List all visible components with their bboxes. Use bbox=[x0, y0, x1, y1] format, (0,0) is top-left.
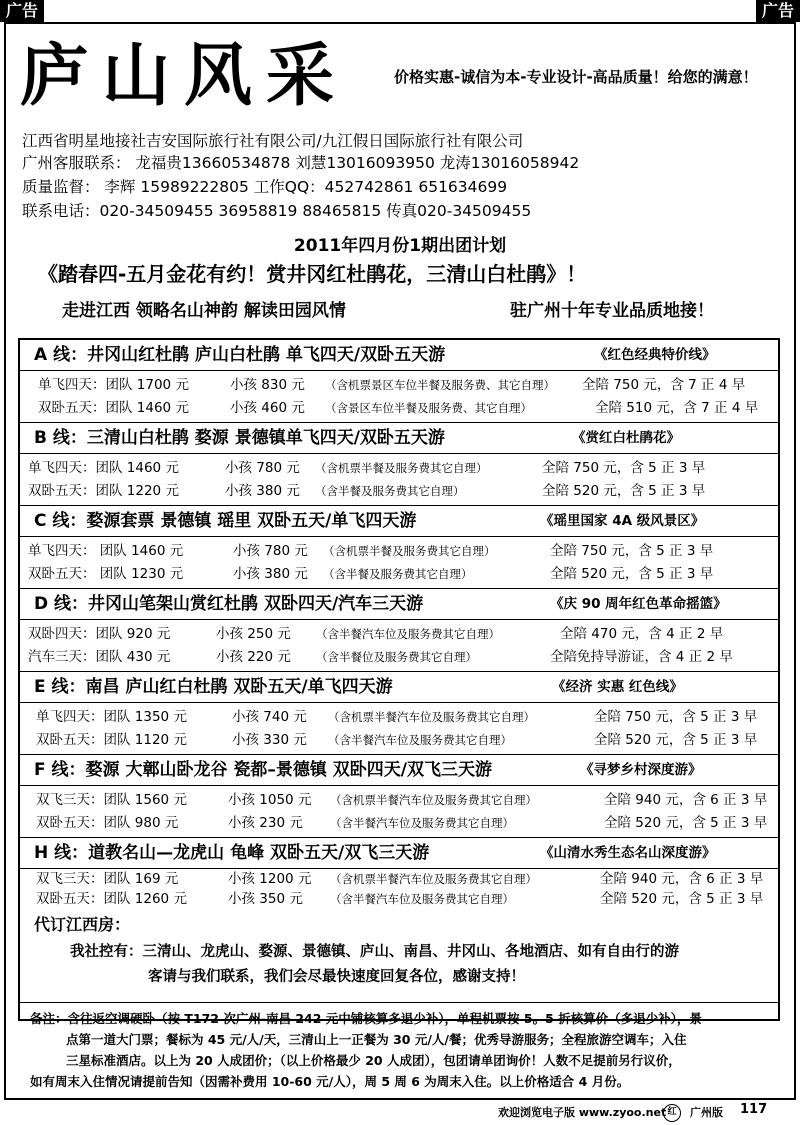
price-days: 双卧五天：团队 1460 元 bbox=[38, 400, 189, 416]
price-row bbox=[20, 706, 778, 728]
price-escort: 全陪 750 元，含 7 正 4 早 bbox=[582, 377, 746, 393]
price-escort: 全陪 520 元，含 5 正 3 早 bbox=[550, 566, 714, 582]
route-e-header bbox=[20, 672, 778, 703]
hotel-booking-text bbox=[70, 940, 770, 990]
brand-title: 庐山风采 bbox=[20, 36, 349, 116]
price-child: 小孩 1050 元 bbox=[228, 792, 312, 808]
route-e-prices bbox=[20, 703, 778, 755]
price-note: （含机票半餐汽车位及服务费其它自理） bbox=[330, 793, 537, 807]
price-note: （含机票半餐汽车位及服务费其它自理） bbox=[328, 710, 535, 724]
price-row bbox=[20, 646, 778, 668]
price-days: 单飞四天：团队 1350 元 bbox=[36, 709, 187, 725]
route-h-tag: 《山清水秀生态名山深度游》 bbox=[540, 845, 716, 861]
price-row bbox=[20, 374, 778, 396]
price-child: 小孩 780 元 bbox=[233, 543, 308, 559]
price-row bbox=[20, 623, 778, 645]
price-escort: 全陪 750 元，含 5 正 3 早 bbox=[550, 543, 714, 559]
price-escort: 全陪 750 元，含 5 正 3 早 bbox=[594, 709, 758, 725]
price-child: 小孩 350 元 bbox=[228, 891, 303, 907]
route-f-name: F 线：婺源 大鄣山卧龙谷 瓷都–景德镇 双卧四天/双飞三天游 bbox=[34, 760, 492, 780]
price-escort: 全陪 940 元，含 6 正 3 早 bbox=[604, 792, 768, 808]
price-escort: 全陪 520 元，含 5 正 3 早 bbox=[604, 815, 768, 831]
remark-line: 点第一道大门票；餐标为 45 元/人/天，三清山上一正餐为 30 元/人/餐；优秀导游服务；全程旅游空调车；入住 bbox=[66, 1032, 687, 1047]
price-row bbox=[20, 729, 778, 751]
price-child: 小孩 1200 元 bbox=[228, 871, 312, 887]
price-child: 小孩 740 元 bbox=[232, 709, 307, 725]
route-h-prices bbox=[20, 869, 778, 907]
price-days: 双卧五天：团队 1220 元 bbox=[28, 483, 179, 499]
hotel-booking-section bbox=[20, 907, 778, 1003]
price-escort: 全陪 520 元，含 5 正 3 早 bbox=[600, 891, 764, 907]
price-note: （含半餐汽车位及服务费其它自理） bbox=[330, 816, 514, 830]
price-note: （含机票半餐汽车位及服务费其它自理） bbox=[330, 872, 537, 886]
price-days: 汽车三天：团队 430 元 bbox=[28, 649, 171, 665]
price-child: 小孩 380 元 bbox=[225, 483, 300, 499]
route-b-tag: 《赏红白杜鹃花》 bbox=[572, 430, 680, 446]
service-contacts: 广州客服联系： 龙福贵13660534878 刘慧13016093950 龙涛13016058942 bbox=[22, 154, 580, 172]
price-note: （含半餐及服务费其它自理） bbox=[315, 484, 465, 498]
price-row bbox=[20, 540, 778, 562]
price-row bbox=[20, 868, 778, 890]
route-table bbox=[18, 338, 780, 1089]
ad-corner-tag-right: 广告 bbox=[756, 0, 800, 22]
price-escort: 全陪 470 元，含 4 正 2 早 bbox=[560, 626, 724, 642]
price-note: （含机票半餐及服务费其它自理） bbox=[315, 461, 488, 475]
route-c-header bbox=[20, 506, 778, 537]
price-note: （含半餐汽车位及服务费其它自理） bbox=[316, 627, 500, 641]
price-child: 小孩 250 元 bbox=[216, 626, 291, 642]
route-a-prices bbox=[20, 371, 778, 423]
route-b-header bbox=[20, 423, 778, 454]
remarks bbox=[30, 1008, 770, 1092]
price-days: 单飞四天：团队 1700 元 bbox=[38, 377, 189, 393]
route-a-tag: 《红色经典特价线》 bbox=[594, 347, 716, 363]
price-days: 双飞三天：团队 169 元 bbox=[36, 871, 179, 887]
price-row bbox=[20, 457, 778, 479]
route-d-header bbox=[20, 589, 778, 620]
route-e-name: E 线：南昌 庐山红白杜鹃 双卧五天/单飞四天游 bbox=[34, 677, 393, 697]
price-row bbox=[20, 563, 778, 585]
price-child: 小孩 830 元 bbox=[230, 377, 305, 393]
price-note: （含半餐汽车位及服务费其它自理） bbox=[330, 892, 514, 906]
price-days: 双卧五天：团队 980 元 bbox=[36, 815, 179, 831]
company-name: 江西省明星地接社吉安国际旅行社有限公司/九江假日国际旅行社有限公司 bbox=[22, 132, 524, 150]
route-e-tag: 《经济 实惠 红色线》 bbox=[552, 679, 683, 695]
subheadline-left: 走进江西 领略名山神韵 解读田园风情 bbox=[62, 301, 346, 321]
route-d-tag: 《庆 90 周年红色革命摇篮》 bbox=[550, 596, 727, 612]
quality-supervision: 质量监督： 李辉 15989222805 工作QQ：452742861 651634699 bbox=[22, 178, 508, 196]
footer-website[interactable]: 欢迎浏览电子版 www.zyoo.net bbox=[498, 1106, 667, 1119]
route-c-prices bbox=[20, 537, 778, 589]
price-note: （含景区车位半餐及服务费、其它自理） bbox=[325, 401, 532, 415]
hotel-booking-line: 客请与我们联系，我们会尽最快速度回复各位，感谢支持！ bbox=[148, 969, 525, 985]
price-days: 单飞四天： 团队 1460 元 bbox=[28, 543, 184, 559]
footer-logo: 红 bbox=[663, 1104, 681, 1122]
price-row bbox=[20, 480, 778, 502]
price-child: 小孩 380 元 bbox=[233, 566, 308, 582]
route-d-prices bbox=[20, 620, 778, 672]
price-row bbox=[20, 397, 778, 419]
hotel-booking-line: 我社控有：三清山、龙虎山、婺源、景德镇、庐山、南昌、井冈山、各地酒店、如有自由行的游 bbox=[70, 944, 679, 960]
plan-title: 2011年四月份1期出团计划 bbox=[293, 236, 507, 256]
route-f-tag: 《寻梦乡村深度游》 bbox=[580, 762, 702, 778]
route-c-name: C 线：婺源套票 景德镇 瑶里 双卧五天/单飞四天游 bbox=[34, 511, 417, 531]
hotel-booking-title: 代订江西房： bbox=[34, 915, 131, 934]
price-child: 小孩 220 元 bbox=[216, 649, 291, 665]
price-days: 双卧五天：团队 1120 元 bbox=[36, 732, 187, 748]
route-a-name: A 线：井冈山红杜鹃 庐山白杜鹃 单飞四天/双卧五天游 bbox=[34, 345, 446, 365]
route-f-header bbox=[20, 755, 778, 786]
remark-line: 如有周末入住情况请提前告知（因需补费用 10-60 元/人），周 5 周 6 为周末入住。以上价格适合 4 月份。 bbox=[30, 1074, 630, 1089]
price-escort: 全陪 520 元，含 5 正 3 早 bbox=[542, 483, 706, 499]
subheadline-right: 驻广州十年专业品质地接！ bbox=[510, 301, 714, 321]
price-row bbox=[20, 812, 778, 834]
headline: 《踏春四-五月金花有约！赏井冈红杜鹃花，三清山白杜鹃》！ bbox=[38, 262, 587, 286]
price-child: 小孩 460 元 bbox=[230, 400, 305, 416]
route-f-prices bbox=[20, 786, 778, 838]
price-escort: 全陪 510 元，含 7 正 4 早 bbox=[595, 400, 759, 416]
slogan: 价格实惠-诚信为本-专业设计-高品质量！给您的满意！ bbox=[394, 68, 758, 86]
route-d-name: D 线：井冈山笔架山赏红杜鹃 双卧四天/汽车三天游 bbox=[34, 594, 424, 614]
price-days: 单飞四天：团队 1460 元 bbox=[28, 460, 179, 476]
price-child: 小孩 780 元 bbox=[225, 460, 300, 476]
price-note: （含半餐及服务费其它自理） bbox=[323, 567, 473, 581]
price-note: （含机票半餐及服务费其它自理） bbox=[323, 544, 496, 558]
route-a-header bbox=[20, 340, 778, 371]
price-days: 双卧四天：团队 920 元 bbox=[28, 626, 171, 642]
price-row bbox=[20, 789, 778, 811]
price-days: 双卧五天：团队 1260 元 bbox=[36, 891, 187, 907]
route-b-name: B 线：三清山白杜鹃 婺源 景德镇单飞四天/双卧五天游 bbox=[34, 428, 445, 448]
price-child: 小孩 330 元 bbox=[232, 732, 307, 748]
price-note: （含机票景区车位半餐及服务费、其它自理） bbox=[325, 378, 555, 392]
footer-edition: 广州版 bbox=[690, 1106, 723, 1119]
route-c-tag: 《瑶里国家 4A 级风景区》 bbox=[540, 513, 705, 529]
remark-line: 三星标准酒店。以上为 20 人成团价；（以上价格最少 20 人成团），包团请单团询价！人数不足提前另行议价， bbox=[66, 1053, 681, 1068]
price-child: 小孩 230 元 bbox=[228, 815, 303, 831]
price-days: 双飞三天：团队 1560 元 bbox=[36, 792, 187, 808]
route-h-name: H 线：道教名山—龙虎山 龟峰 双卧五天/双飞三天游 bbox=[34, 843, 430, 863]
remark-line: 备注：含往返空调硬卧（按 T172 次广州-南昌 242 元中铺核算多退少补），单程机票按 5。5 折核算价（多退少补），景 bbox=[30, 1011, 702, 1026]
contact-phones: 联系电话：020-34509455 36958819 88465815 传真020-34509455 bbox=[22, 202, 532, 220]
price-note: （含半餐汽车位及服务费其它自理） bbox=[328, 733, 512, 747]
route-b-prices bbox=[20, 454, 778, 506]
price-note: （含半餐位及服务费其它自理） bbox=[316, 650, 477, 664]
route-h-header bbox=[20, 838, 778, 869]
price-escort: 全陪 750 元，含 5 正 3 早 bbox=[542, 460, 706, 476]
price-escort: 全陪 940 元，含 6 正 3 早 bbox=[600, 871, 764, 887]
ad-corner-tag-left: 广告 bbox=[0, 0, 44, 22]
page-number: 117 bbox=[740, 1102, 768, 1117]
price-escort: 全陪免持导游证，含 4 正 2 早 bbox=[550, 649, 733, 665]
price-escort: 全陪 520 元，含 5 正 3 早 bbox=[594, 732, 758, 748]
price-days: 双卧五天： 团队 1230 元 bbox=[28, 566, 184, 582]
